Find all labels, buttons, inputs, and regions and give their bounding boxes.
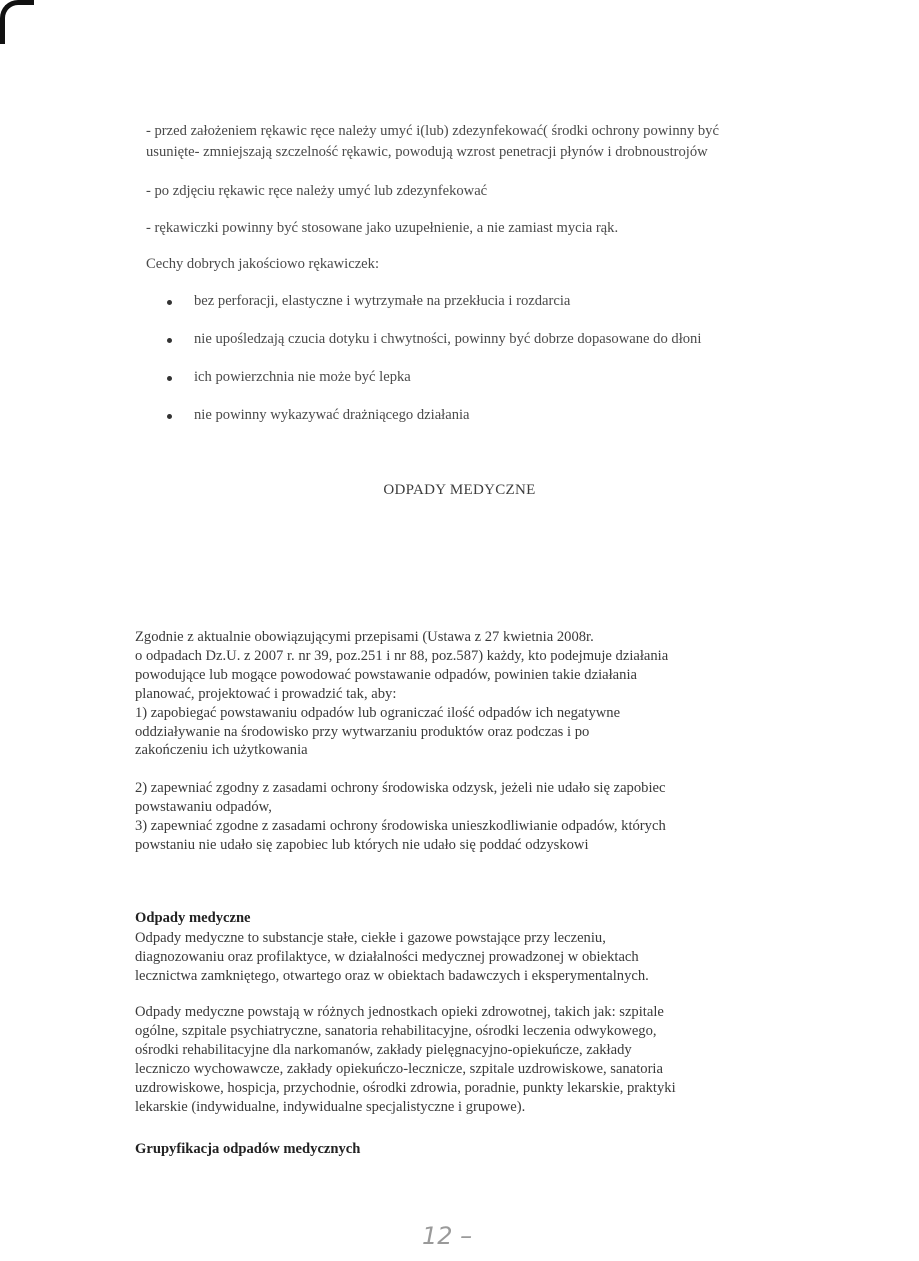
law-line: powstaniu nie udało się zapobiec lub których nie udało się poddać odzyskowi	[135, 836, 589, 853]
law-line: planować, projektować i prowadzić tak, aby:	[135, 685, 397, 702]
feature-text: bez perforacji, elastyczne i wytrzymałe na przekłucia i rozdarcia	[194, 293, 571, 309]
intro-line-3: - po zdjęciu rękawic ręce należy umyć lub zdezynfekować	[146, 183, 488, 199]
medical-waste-title: Odpady medyczne	[135, 910, 251, 926]
feature-text: nie upośledzają czucia dotyku i chwytności, powinny być dobrze dopasowane do dłoni	[194, 331, 702, 347]
law-paragraph	[135, 628, 668, 760]
feature-text: nie powinny wykazywać drażniącego działania	[194, 407, 470, 423]
law-line: powstawaniu odpadów,	[135, 798, 272, 815]
bullet-icon	[167, 376, 172, 381]
bullet-icon	[167, 338, 172, 343]
law-line: zakończeniu ich użytkowania	[135, 742, 308, 759]
law-line: powodujące lub mogące powodować powstawanie odpadów, powinien takie działania	[135, 666, 637, 683]
sources-line: ośrodki rehabilitacyjne dla narkomanów, zakłady pielęgnacyjno-opiekuńcze, zakłady	[135, 1041, 632, 1058]
sources-line: uzdrowiskowe, hospicja, przychodnie, ośrodki zdrowia, poradnie, punkty lekarskie, praktyki	[135, 1079, 676, 1096]
intro-line-4: - rękawiczki powinny być stosowane jako uzupełnienie, a nie zamiast mycia rąk.	[146, 220, 619, 236]
law-line: o odpadach Dz.U. z 2007 r. nr 39, poz.251 i nr 88, poz.587) każdy, kto podejmuje działania	[135, 647, 669, 664]
grouping-title: Grupyfikacja odpadów medycznych	[135, 1141, 361, 1157]
scan-corner-mark	[0, 0, 34, 44]
sources-line: ogólne, szpitale psychiatryczne, sanatoria rehabilitacyjne, ośrodki leczenia odwykowego,	[135, 1022, 657, 1039]
intro-line-2: usunięte- zmniejszają szczelność rękawic, powodują wzrost penetracji płynów i drobnoustrojów	[146, 144, 708, 160]
law-line: 2) zapewniać zgodny z zasadami ochrony środowiska odzysk, jeżeli nie udało się zapobiec	[135, 780, 666, 796]
section-heading: ODPADY MEDYCZNE	[383, 482, 536, 498]
sources-paragraph	[135, 1003, 676, 1116]
definition-line: Odpady medyczne to substancje stałe, ciekłe i gazowe powstające przy leczeniu,	[135, 930, 606, 946]
definition-line: lecznictwa zamkniętego, otwartego oraz w obiektach badawczych i eksperymentalnych.	[135, 967, 649, 984]
law-paragraph-2	[135, 779, 666, 855]
intro-line-1: - przed założeniem rękawic ręce należy umyć i(lub) zdezynfekować( środki ochrony powinny być	[146, 123, 719, 139]
law-line: oddziaływanie na środowisko przy wytwarzaniu produktów oraz podczas i po	[135, 723, 590, 740]
bullet-icon	[167, 300, 172, 305]
features-title: Cechy dobrych jakościowo rękawiczek:	[146, 256, 380, 272]
law-line: Zgodnie z aktualnie obowiązującymi przepisami (Ustawa z 27 kwietnia 2008r.	[135, 629, 594, 645]
law-line: 3) zapewniać zgodne z zasadami ochrony środowiska unieszkodliwianie odpadów, których	[135, 817, 666, 834]
definition-line: diagnozowaniu oraz profilaktyce, w działalności medycznej prowadzonej w obiektach	[135, 948, 639, 965]
bullet-icon	[167, 414, 172, 419]
sources-line: Odpady medyczne powstają w różnych jednostkach opieki zdrowotnej, takich jak: szpitale	[135, 1004, 664, 1020]
page-number: 12 –	[422, 1222, 473, 1250]
sources-line: leczniczo wychowawcze, zakłady opiekuńczo-lecznicze, szpitale uzdrowiskowe, sanatoria	[135, 1060, 663, 1077]
law-line: 1) zapobiegać powstawaniu odpadów lub ograniczać ilość odpadów ich negatywne	[135, 704, 621, 721]
medical-waste-definition	[135, 929, 649, 986]
feature-text: ich powierzchnia nie może być lepka	[194, 369, 411, 385]
sources-line: lekarskie (indywidualne, indywidualne specjalistyczne i grupowe).	[135, 1098, 526, 1115]
